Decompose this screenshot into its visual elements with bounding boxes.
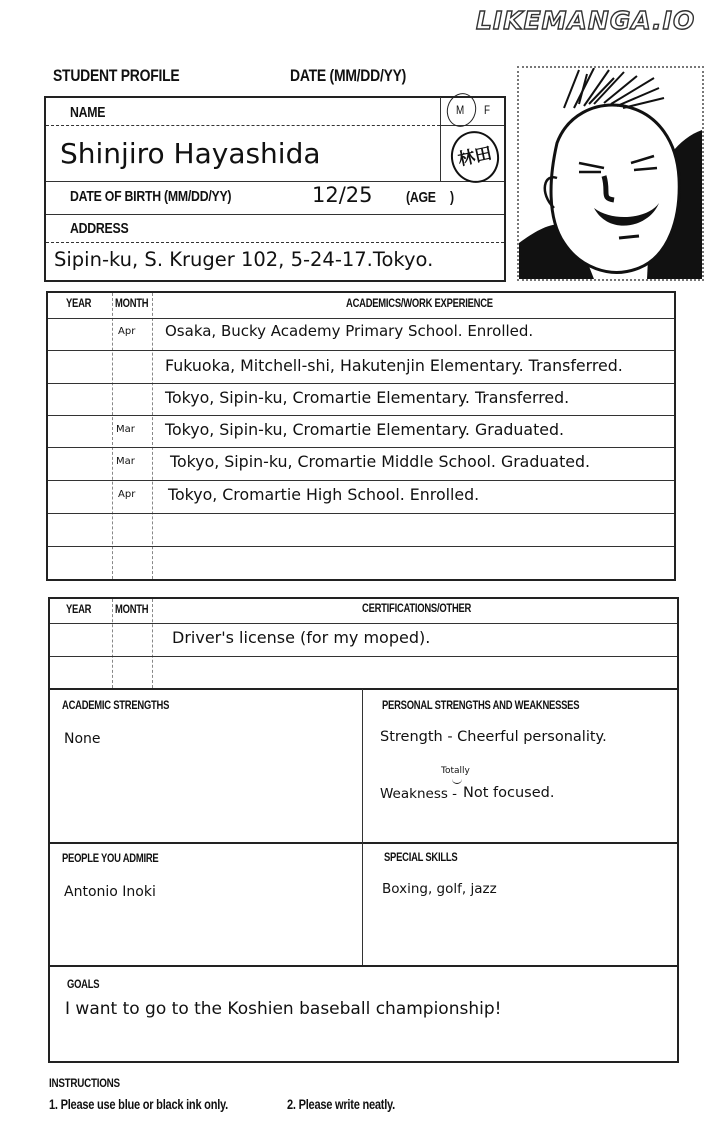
row-month[interactable]: Apr: [118, 326, 136, 337]
sex-option-f[interactable]: F: [484, 103, 490, 117]
col-year-header: YEAR: [66, 298, 92, 310]
admire-field[interactable]: Antonio Inoki: [64, 884, 156, 900]
date-label: DATE (MM/DD/YY): [290, 66, 407, 85]
dob-field[interactable]: 12/25: [312, 183, 373, 207]
goals-field[interactable]: I want to go to the Koshien baseball championship!: [65, 999, 502, 1019]
col-desc-header: ACADEMICS/WORK EXPERIENCE: [346, 298, 493, 310]
row-line: [48, 318, 674, 319]
row-text[interactable]: Driver's license (for my moped).: [172, 628, 431, 647]
stamp-divider: [440, 97, 441, 181]
address-field[interactable]: Sipin-ku, S. Kruger 102, 5-24-17.Tokyo.: [54, 248, 434, 271]
row-line: [48, 513, 674, 514]
instructions-title: INSTRUCTIONS: [49, 1076, 120, 1090]
col-month-header: MONTH: [115, 298, 149, 310]
name-bottom-line: [46, 181, 504, 182]
section-line: [50, 688, 677, 690]
row-line: [48, 383, 674, 384]
admire-label: PEOPLE YOU ADMIRE: [62, 853, 159, 865]
sex-option-m[interactable]: M: [456, 103, 464, 117]
cert-col-year-header: YEAR: [66, 604, 92, 616]
row-line: [50, 656, 677, 657]
sex-row-divider: [440, 125, 504, 126]
name-dash-line: [46, 125, 440, 126]
section-line: [50, 842, 677, 844]
address-label: ADDRESS: [70, 220, 129, 237]
row-text[interactable]: Osaka, Bucky Academy Primary School. Enrolled.: [165, 322, 534, 340]
row-text[interactable]: Tokyo, Cromartie High School. Enrolled.: [168, 485, 480, 504]
personal-strengths-label: PERSONAL STRENGTHS AND WEAKNESSES: [382, 700, 580, 712]
year-month-divider: [112, 293, 113, 579]
form-title: STUDENT PROFILE: [53, 66, 180, 85]
row-line: [48, 415, 674, 416]
month-desc-divider: [152, 293, 153, 579]
row-text[interactable]: Fukuoka, Mitchell-shi, Hakutenjin Elementary. Transferred.: [165, 356, 623, 375]
instruction-item: 2. Please write neatly.: [287, 1097, 395, 1112]
academic-strengths-field[interactable]: None: [64, 731, 101, 747]
age-label: (AGE: [406, 189, 436, 206]
dob-label: DATE OF BIRTH (MM/DD/YY): [70, 188, 232, 205]
cert-month-desc-divider: [152, 599, 153, 688]
weakness-insert-text: Totally: [441, 766, 470, 776]
lower-form-box: [48, 597, 679, 1063]
cert-col-desc-header: CERTIFICATIONS/OTHER: [362, 603, 472, 615]
row-month[interactable]: Mar: [116, 424, 135, 435]
row-month[interactable]: Mar: [116, 456, 135, 467]
student-portrait-icon: [519, 68, 702, 279]
row-line: [50, 623, 677, 624]
instruction-item: 1. Please use blue or black ink only.: [49, 1097, 228, 1112]
stamp-text: 林田: [456, 143, 494, 170]
weakness-prefix[interactable]: Weakness -: [380, 786, 458, 802]
row-text[interactable]: Tokyo, Sipin-ku, Cromartie Elementary. Graduated.: [165, 420, 565, 439]
strength-field[interactable]: Strength - Cheerful personality.: [380, 729, 607, 745]
row-line: [48, 546, 674, 547]
dob-bottom-line: [46, 214, 504, 215]
column-divider: [362, 689, 363, 965]
address-dash-line: [46, 242, 504, 243]
cert-col-month-header: MONTH: [115, 604, 149, 616]
row-month[interactable]: Apr: [118, 489, 136, 500]
skills-label: SPECIAL SKILLS: [384, 852, 458, 864]
name-field[interactable]: Shinjiro Hayashida: [60, 137, 321, 170]
section-line: [50, 965, 677, 967]
row-line: [48, 447, 674, 448]
watermark-logo: LIKEMANGA.IO: [476, 6, 696, 35]
academic-strengths-label: ACADEMIC STRENGTHS: [62, 700, 170, 712]
weakness-field[interactable]: Not focused.: [463, 785, 555, 801]
row-text[interactable]: Tokyo, Sipin-ku, Cromartie Elementary. Transferred.: [165, 388, 570, 407]
row-text[interactable]: Tokyo, Sipin-ku, Cromartie Middle School. Graduated.: [170, 452, 591, 471]
skills-field[interactable]: Boxing, golf, jazz: [382, 881, 497, 897]
row-line: [48, 350, 674, 351]
cert-year-month-divider: [112, 599, 113, 688]
name-label: NAME: [70, 104, 106, 121]
goals-label: GOALS: [67, 979, 100, 991]
age-close: ): [450, 189, 454, 206]
row-line: [48, 480, 674, 481]
photo-frame: [517, 66, 704, 281]
